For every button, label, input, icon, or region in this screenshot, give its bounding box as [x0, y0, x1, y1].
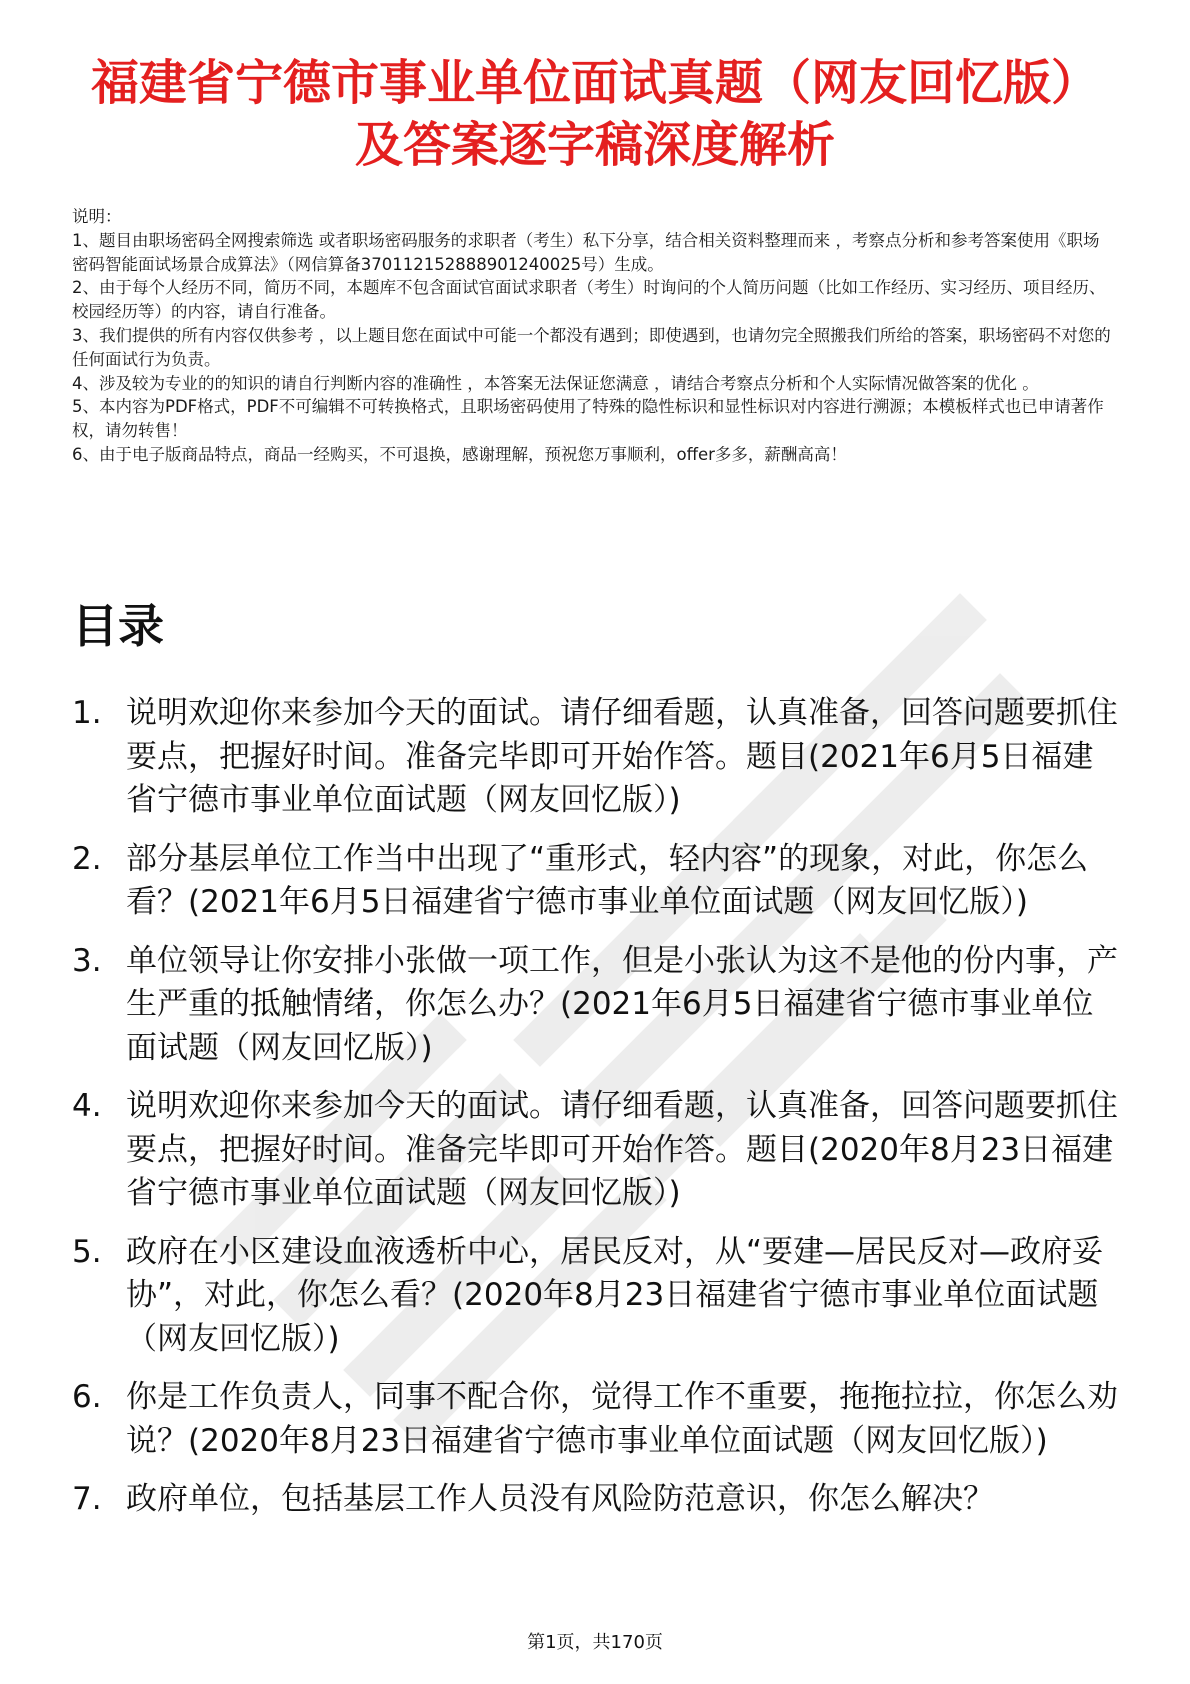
document-title: 福建省宁德市事业单位面试真题（网友回忆版）及答案逐字稿深度解析	[90, 55, 1099, 173]
toc-item-number: 5.	[72, 1233, 102, 1270]
toc-item-text: 政府在小区建设血液透析中心，居民反对，从“要建—居民反对—政府妥协”，对此，你怎么看？(2020年8月23日福建省宁德市事业单位面试题（网友回忆版）)	[126, 1233, 1104, 1357]
note-item: 5、本内容为PDF格式，PDF不可编辑不可转换格式，且职场密码使用了特殊的隐性标识和显性标识对内容进行溯源；本模板样式也已申请著作权，请勿转售！	[72, 397, 1104, 441]
page-footer: 第1页，共170页	[527, 1632, 663, 1653]
note-item: 1、题目由职场密码全网搜索筛选 或者职场密码服务的求职者（考生）私下分享，结合相关资料整理而来 ，考察点分析和参考答案使用《职场密码智能面试场景合成算法》（网信算备370112152888901240025号）生成。	[72, 230, 1100, 274]
note-item: 3、我们提供的所有内容仅供参考 ，以上题目您在面试中可能一个都没有遇到；即使遇到，也请勿完全照搬我们所给的答案，职场密码不对您的任何面试行为负责。	[72, 325, 1111, 369]
toc-item-text: 部分基层单位工作当中出现了“重形式，轻内容”的现象，对此，你怎么看？(2021年6月5日福建省宁德市事业单位面试题（网友回忆版）)	[126, 840, 1089, 920]
toc-item-text: 单位领导让你安排小张做一项工作，但是小张认为这不是他的份内事，产生严重的抵触情绪，你怎么办？(2021年6月5日福建省宁德市事业单位面试题（网友回忆版）)	[126, 942, 1118, 1066]
toc-item[interactable]	[72, 1478, 1122, 1522]
toc-item-number: 6.	[72, 1379, 102, 1415]
toc-item-number: 7.	[72, 1481, 102, 1517]
toc-item-number: 4.	[72, 1088, 102, 1124]
toc-item[interactable]	[72, 1231, 1122, 1362]
toc-item-text: 你是工作负责人，同事不配合你，觉得工作不重要，拖拖拉拉，你怎么劝说？(2020年8月23日福建省宁德市事业单位面试题（网友回忆版）)	[126, 1379, 1118, 1459]
toc-item[interactable]	[72, 940, 1122, 1071]
toc-heading: 目录	[72, 599, 164, 653]
toc-item-number: 1.	[72, 695, 102, 731]
note-item: 2、由于每个人经历不同，简历不同，本题库不包含面试官面试求职者（考生）时询问的个人简历问题（比如工作经历、实习经历、项目经历、校园经历等）的内容，请自行准备。	[72, 278, 1106, 322]
toc-item-number: 2.	[72, 840, 102, 877]
toc-item[interactable]	[72, 1376, 1122, 1463]
table-of-contents	[72, 692, 1122, 1537]
toc-item[interactable]	[72, 838, 1122, 925]
notes-heading: 说明：	[72, 207, 122, 226]
toc-item-text: 说明欢迎你来参加今天的面试。请仔细看题，认真准备，回答问题要抓住要点，把握好时间。准备完毕即可开始作答。题目(2021年6月5日福建省宁德市事业单位面试题（网友回忆版）)	[126, 695, 1118, 818]
toc-item[interactable]	[72, 1085, 1122, 1216]
toc-item-number: 3.	[72, 942, 102, 979]
disclaimer-notes	[72, 205, 1112, 467]
note-item: 6、由于电子版商品特点，商品一经购买，不可退换，感谢理解，预祝您万事顺利，offer多多，薪酬高高！	[72, 444, 847, 464]
toc-item[interactable]	[72, 692, 1122, 823]
toc-item-text: 政府单位，包括基层工作人员没有风险防范意识，你怎么解决？	[126, 1481, 994, 1517]
note-item: 4、涉及较为专业的的知识的请自行判断内容的准确性 ，本答案无法保证您满意 ，请结合考察点分析和个人实际情况做答案的优化 。	[72, 373, 1039, 393]
toc-item-text: 说明欢迎你来参加今天的面试。请仔细看题，认真准备，回答问题要抓住要点，把握好时间。准备完毕即可开始作答。题目(2020年8月23日福建省宁德市事业单位面试题（网友回忆版）)	[126, 1088, 1118, 1211]
